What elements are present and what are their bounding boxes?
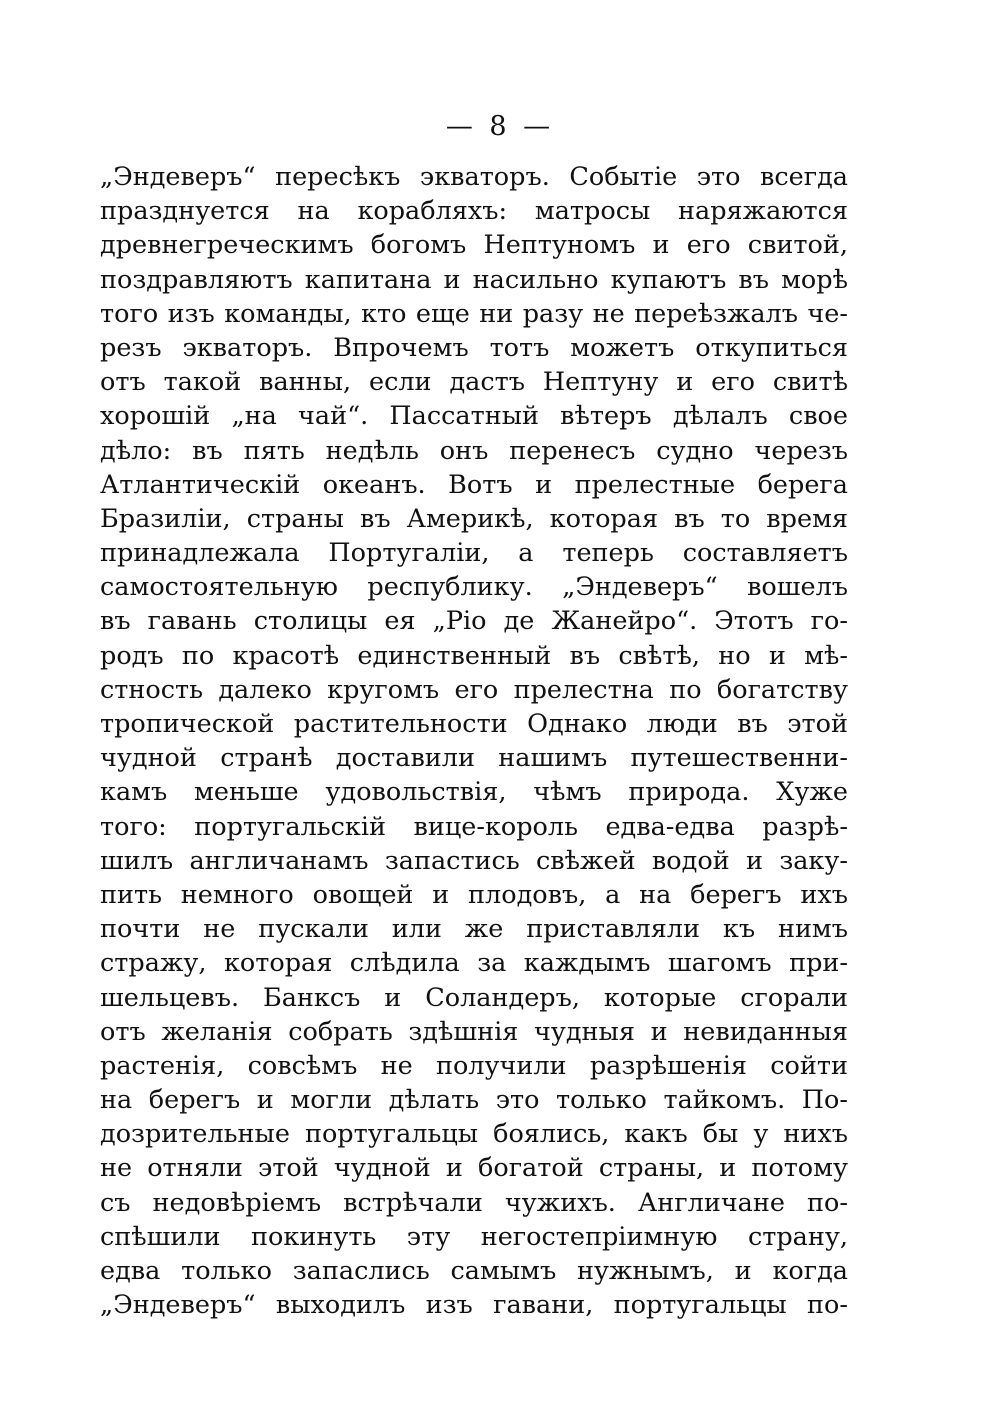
text-line: Атлантическій океанъ. Вотъ и прелестные берега: [100, 469, 848, 500]
text-line: отъ желанія собрать здѣшнія чудныя и невиданныя: [100, 1016, 848, 1047]
text-line: родъ по красотѣ единственный въ свѣтѣ, но и мѣ-: [100, 640, 848, 671]
text-line: камъ меньше удовольствія, чѣмъ природа. Хуже: [100, 777, 848, 808]
text-line: едва только запаслись самымъ нужнымъ, и когда: [100, 1256, 848, 1286]
text-line: самостоятельную республику. „Эндеверъ“ вошелъ: [100, 572, 848, 603]
text-line: дозрительные португальцы боялись, какъ бы у нихъ: [100, 1119, 848, 1150]
text-line: дѣло: въ пять недѣль онъ перенесъ судно черезъ: [100, 435, 848, 466]
text-line: принадлежала Португаліи, а теперь составляетъ: [100, 538, 848, 569]
text-line: поздравляютъ капитана и насильно купаютъ въ морѣ: [100, 264, 848, 295]
text-line: чудной странѣ доставили нашимъ путешественни-: [100, 743, 848, 774]
text-line: пить немного овощей и плодовъ, а на берегъ ихъ: [100, 879, 848, 910]
text-line: съ недовѣріемъ встрѣчали чужихъ. Англичане по-: [100, 1187, 848, 1218]
text-line: резъ экваторъ. Впрочемъ тотъ можетъ откупиться: [100, 332, 848, 363]
text-line: стность далеко кругомъ его прелестна по богатству: [100, 674, 848, 705]
text-line: „Эндеверъ“ выходилъ изъ гавани, португальцы по-: [100, 1290, 848, 1321]
text-line: того: португальскій вице-король едва-едва разрѣ-: [100, 811, 848, 842]
text-line: „Эндеверъ“ пересѣкъ экваторъ. Событіе это всегда: [100, 162, 848, 192]
text-line: Бразиліи, страны въ Америкѣ, которая въ то время: [100, 503, 848, 534]
text-line: отъ такой ванны, если дастъ Нептуну и его свитѣ: [100, 367, 848, 398]
text-line: почти не пускали или же приставляли къ нимъ: [100, 914, 848, 945]
page-number: — 8 —: [445, 111, 555, 142]
text-line: растенія, совсѣмъ не получили разрѣшенія сойти: [100, 1050, 848, 1081]
text-line: тропической растительности Однако люди въ этой: [100, 709, 848, 739]
text-line: шилъ англичанамъ запастись свѣжей водой и заку-: [100, 845, 848, 876]
text-line: древнегреческимъ богомъ Нептуномъ и его свитой,: [100, 230, 848, 261]
text-line: въ гавань столицы ея „Ріо де Жанейро“. Этотъ го-: [100, 606, 848, 637]
text-line: спѣшили покинуть эту негостепріимную страну,: [100, 1221, 848, 1252]
text-line: хорошій „на чай“. Пассатный вѣтеръ дѣлалъ свое: [100, 401, 848, 432]
body-text: [100, 160, 848, 1322]
text-line: того изъ команды, кто еще ни разу не переѣзжалъ че-: [100, 298, 848, 329]
text-line: шельцевъ. Банксъ и Соландеръ, которые сгорали: [100, 982, 848, 1013]
text-line: не отняли этой чудной и богатой страны, и потому: [100, 1153, 848, 1184]
text-line: стражу, которая слѣдила за каждымъ шагомъ при-: [100, 948, 848, 979]
text-line: празднуется на корабляхъ: матросы наряжаются: [100, 196, 848, 227]
text-line: на берегъ и могли дѣлать это только тайкомъ. По-: [100, 1085, 848, 1116]
